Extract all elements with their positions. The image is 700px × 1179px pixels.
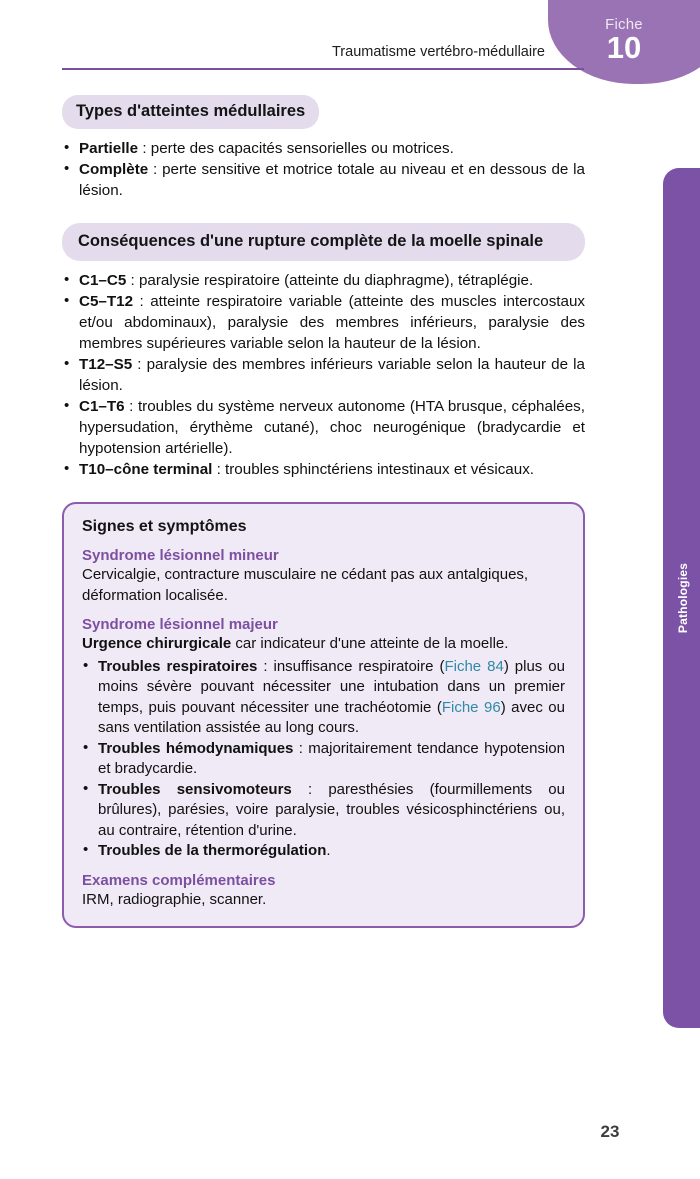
fiche-label: Fiche [605,16,643,33]
list-item-text: : majoritairement tendance hypotension et bradycardie. [98,739,565,777]
subhead-syndrome-mineur: Syndrome lésionnel mineur [82,547,279,564]
list-types-atteintes [62,138,585,201]
list-item [82,739,565,780]
list-item-text: . [326,842,331,859]
fiche-tab-inner [548,16,700,64]
fiche-reference-link[interactable]: Fiche 96 [441,698,501,716]
list-item-term: Troubles hémodynamiques [98,739,294,757]
list-item-term: Troubles sensivomoteurs [98,780,292,798]
list-item-term: T10–cône terminal [79,461,213,478]
list-item-term: C5–T12 [79,293,134,310]
side-tab-pathologies [663,168,700,1028]
list-item-text: : perte des capacités sensorielles ou motrices. [138,140,454,157]
subhead-examens: Examens complémentaires [82,871,276,889]
fiche-tab [548,0,700,84]
running-title: Traumatisme vertébro-médullaire [331,44,545,60]
list-item-term: C1–C5 [79,272,127,289]
list-item-text: : troubles du système nerveux autonome (HTA brusque, céphalées, hypersudation, érythème cutané), choc neurogénique (bradycardie et hypotension artérielle). [79,398,585,457]
list-item [62,138,585,159]
fiche-reference-link[interactable]: Fiche 84 [444,657,504,675]
list-item [62,459,585,480]
list-item-term: Complète [79,161,149,178]
list-troubles [82,657,565,862]
list-item-term: Troubles respiratoires [98,657,258,675]
page-number: 23 [600,1122,620,1141]
list-item-text: : paresthésies (fourmillements ou brûlures), parésies, voire paralysie, troubles vésicosphinctériens ou, au contraire, rétention d'urine. [98,780,565,839]
text-urgence-bold: Urgence chirurgicale [82,635,232,652]
list-item-text: ) plus ou moins sévère pouvant nécessiter une intubation dans un premier temps, puis pouvant nécessiter une trachéotomie ( [98,657,565,716]
list-item-text: : perte sensitive et motrice totale au niveau et en dessous de la lésion. [79,161,585,199]
page-header [0,0,700,86]
side-tab-label: Pathologies [676,562,690,634]
text-syndrome-mineur: Cervicalgie, contracture musculaire ne cédant pas aux antalgiques, déformation localisée. [82,566,529,604]
fiche-number: 10 [606,30,642,65]
section-heading-consequences: Conséquences d'une rupture complète de la moelle spinale [62,223,585,261]
section-heading-types-atteintes: Types d'atteintes médullaires [62,95,319,129]
list-item-text: : insuffisance respiratoire ( [257,657,445,675]
callout-title: Signes et symptômes [82,518,247,535]
list-item [62,291,585,354]
text-examens: IRM, radiographie, scanner. [82,890,267,908]
list-item-text: : atteinte respiratoire variable (atteinte des muscles intercostaux et/ou abdominaux), paralysie des membres inférieurs, paralysie des membres supérieures variable selon la hauteur de la lésion. [79,293,585,352]
list-item [62,159,585,201]
subhead-syndrome-majeur: Syndrome lésionnel majeur [82,616,278,633]
list-item-term: Troubles de la thermorégulation [98,842,327,859]
list-consequences [62,270,585,480]
list-item [82,657,565,739]
list-item [62,354,585,396]
text-urgence-chirurgicale [82,634,565,655]
list-item-term: Partielle [79,140,139,157]
list-item [82,841,565,862]
list-item-text: : troubles sphinctériens intestinaux et vésicaux. [212,461,535,478]
list-item [82,780,565,842]
list-item-term: C1–T6 [79,398,125,415]
list-item-text: ) avec ou sans ventilation assistée au long cours. [98,698,565,736]
list-item-term: T12–S5 [79,356,133,373]
page-content [62,95,585,928]
header-divider [62,68,584,70]
text-urgence-rest: car indicateur d'une atteinte de la moelle. [231,635,509,652]
callout-signes-symptomes [62,502,585,928]
list-item [62,396,585,459]
list-item [62,270,585,291]
list-item-text: : paralysie des membres inférieurs variable selon la hauteur de la lésion. [79,356,585,394]
list-item-text: : paralysie respiratoire (atteinte du diaphragme), tétraplégie. [126,272,534,289]
